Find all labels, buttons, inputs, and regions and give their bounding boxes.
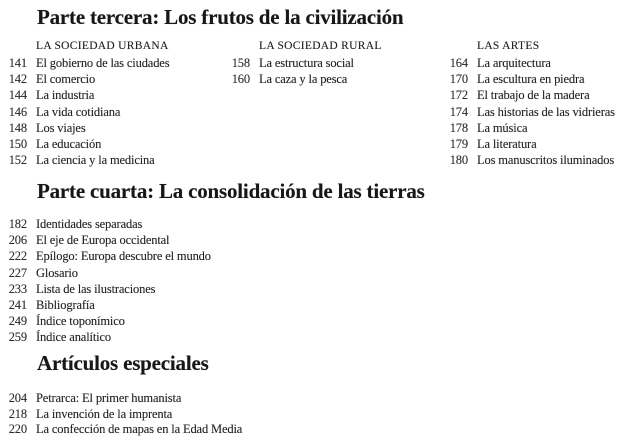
- column-header: LAS ARTES: [477, 40, 540, 52]
- toc-entry: [5, 281, 211, 297]
- column-header: LA SOCIEDAD URBANA: [36, 40, 169, 52]
- toc-entry-label: Petrarca: El primer humanista: [36, 391, 182, 405]
- toc-entry-number: 206: [8, 233, 27, 248]
- toc-entry-number: 148: [8, 120, 27, 135]
- toc-entry-number: 152: [8, 153, 27, 168]
- toc-entry: [446, 120, 640, 136]
- toc-entry: [5, 87, 227, 103]
- toc-entry: [5, 391, 242, 407]
- toc-entry: [5, 136, 227, 152]
- toc-column-sociedad-urbana: [5, 39, 227, 168]
- toc-entry-number: 222: [8, 249, 27, 264]
- toc-entry-number: 160: [231, 72, 250, 87]
- toc-entry-number: 164: [449, 56, 468, 70]
- part4-list: [5, 216, 211, 346]
- toc-entry-label: Los viajes: [36, 120, 86, 135]
- toc-entry-label: La ciencia y la medicina: [36, 153, 155, 168]
- articles-heading: Artículos especiales: [37, 351, 209, 375]
- toc-entry-label: Identidades separadas: [36, 217, 143, 231]
- toc-entry: [5, 120, 227, 136]
- toc-entry: [5, 329, 211, 345]
- toc-entry-number: 204: [8, 391, 27, 405]
- toc-entry-label: La caza y la pesca: [259, 72, 348, 87]
- toc-entry-number: 170: [449, 72, 468, 87]
- toc-entry-label: La literatura: [477, 137, 537, 152]
- toc-entry-label: Los manuscritos iluminados: [477, 153, 615, 168]
- toc-entry: [5, 152, 227, 168]
- toc-entry-label: El eje de Europa occidental: [36, 233, 170, 248]
- toc-entry-label: Índice toponímico: [36, 314, 125, 329]
- toc-entry-number: 144: [8, 88, 27, 103]
- toc-entry-number: 259: [8, 330, 27, 345]
- toc-entry: [5, 407, 242, 423]
- toc-entry: [5, 216, 211, 232]
- toc-entry-label: La arquitectura: [477, 56, 551, 70]
- toc-entry-label: Índice analítico: [36, 330, 111, 345]
- toc-entry-number: 182: [8, 217, 27, 231]
- toc-entry-label: El gobierno de las ciudades: [36, 56, 170, 70]
- toc-entry-number: 141: [8, 56, 27, 70]
- toc-entry: [446, 136, 640, 152]
- toc-entry-label: La invención de la imprenta: [36, 406, 173, 421]
- toc-entry-label: Bibliografía: [36, 298, 95, 313]
- toc-entry: [446, 152, 640, 168]
- toc-entry: [446, 87, 640, 103]
- toc-entry-label: El comercio: [36, 72, 96, 87]
- toc-entry: [228, 55, 446, 71]
- toc-entry-number: 227: [8, 265, 27, 280]
- toc-entry: [5, 232, 211, 248]
- toc-entry-label: La vida cotidiana: [36, 104, 121, 119]
- toc-entry: [5, 104, 227, 120]
- toc-entry: [5, 248, 211, 264]
- articles-list: [5, 391, 242, 438]
- toc-entry-label: Las historias de las vidrieras: [477, 104, 615, 119]
- part4-heading: Parte cuarta: La consolidación de las tierras: [37, 179, 425, 203]
- toc-entry-number: 142: [8, 72, 27, 87]
- column-header: LA SOCIEDAD RURAL: [259, 40, 382, 52]
- toc-entry-number: 172: [449, 88, 468, 103]
- toc-entry-number: 150: [8, 137, 27, 152]
- toc-entry-label: El trabajo de la madera: [477, 88, 590, 103]
- toc-entry: [446, 104, 640, 120]
- toc-entry-label: La escultura en piedra: [477, 72, 585, 87]
- toc-entry-number: 179: [449, 137, 468, 152]
- toc-entry: [5, 297, 211, 313]
- toc-entry: [228, 71, 446, 87]
- part3-heading: Parte tercera: Los frutos de la civilización: [37, 5, 404, 29]
- toc-entry-label: La estructura social: [259, 56, 354, 70]
- toc-entry-label: Lista de las ilustraciones: [36, 281, 156, 296]
- toc-entry-number: 233: [8, 281, 27, 296]
- toc-entry-label: Glosario: [36, 265, 78, 280]
- toc-entry-number: 146: [8, 104, 27, 119]
- toc-entry: [5, 55, 227, 71]
- toc-entry: [5, 313, 211, 329]
- toc-entry-number: 158: [231, 56, 250, 70]
- toc-entry-number: 178: [449, 120, 468, 135]
- toc-entry-number: 249: [8, 314, 27, 329]
- toc-entry-number: 174: [449, 104, 468, 119]
- toc-entry: [446, 55, 640, 71]
- toc-entry: [5, 265, 211, 281]
- toc-entry: [5, 71, 227, 87]
- toc-entry-label: La confección de mapas en la Edad Media: [36, 422, 243, 437]
- toc-entry-number: 220: [8, 422, 27, 437]
- toc-entry-label: Epílogo: Europa descubre el mundo: [36, 249, 211, 264]
- toc-entry-label: La industria: [36, 88, 95, 103]
- toc-entry: [446, 71, 640, 87]
- toc-entry-label: La educación: [36, 137, 102, 152]
- toc-entry: [5, 422, 242, 438]
- toc-column-sociedad-rural: [228, 39, 446, 87]
- toc-entry-label: La música: [477, 120, 528, 135]
- toc-column-las-artes: [446, 39, 640, 168]
- toc-entry-number: 241: [8, 298, 27, 313]
- toc-entry-number: 218: [8, 406, 27, 421]
- toc-entry-number: 180: [449, 153, 468, 168]
